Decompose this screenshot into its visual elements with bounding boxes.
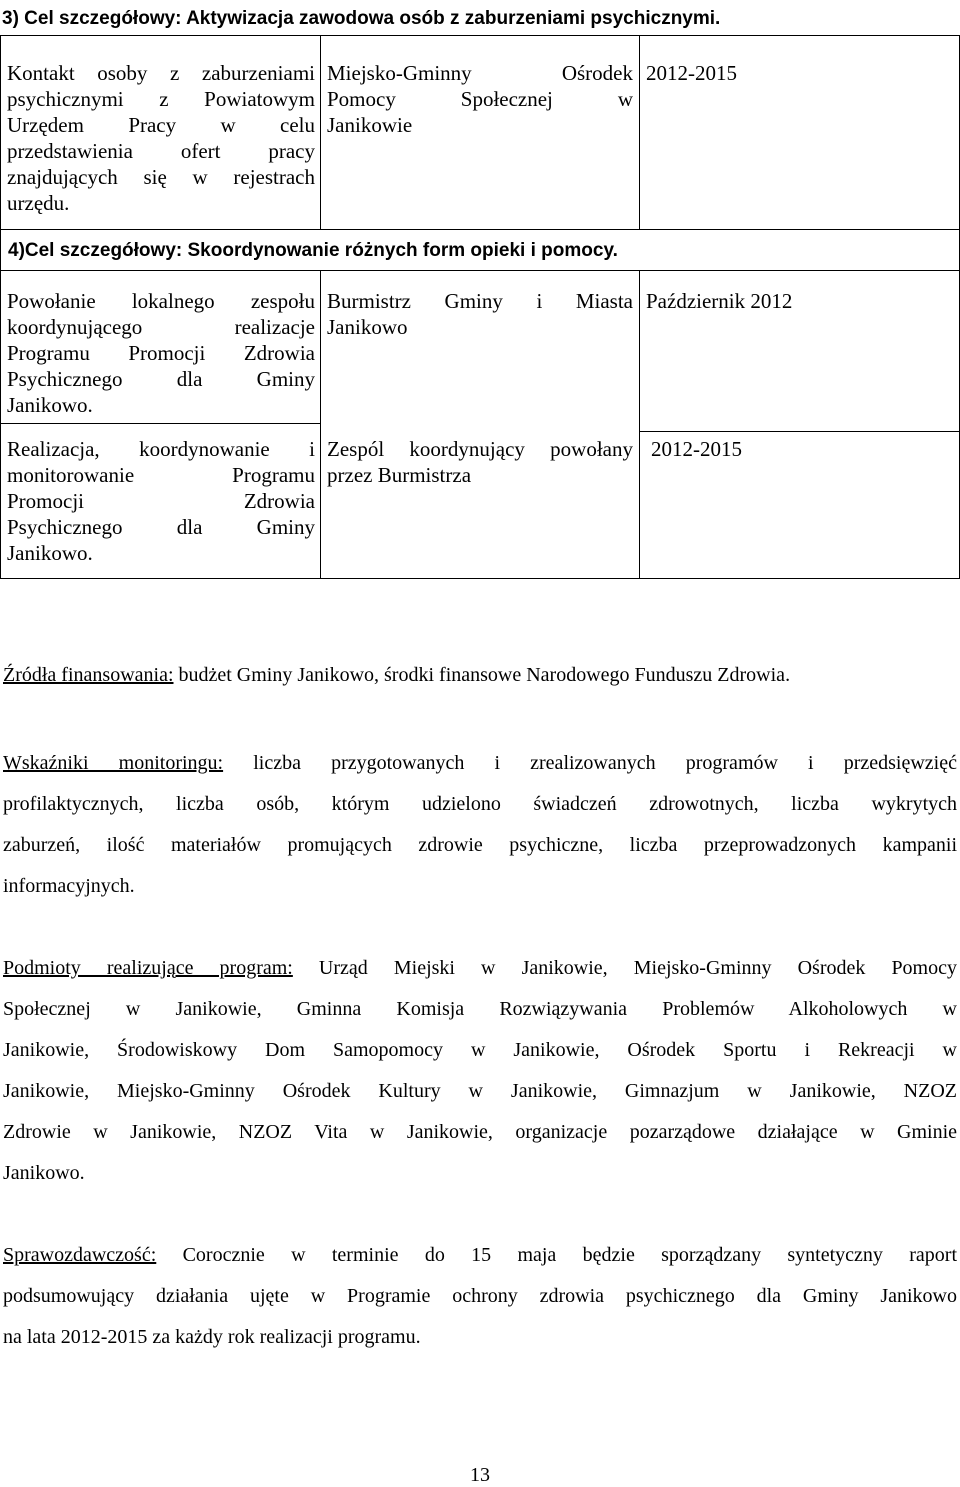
table-rule: [320, 35, 321, 229]
task-cell: [7, 436, 315, 566]
text-line: monitorowanie Programu: [7, 463, 315, 487]
text-line: na lata 2012-2015 za każdy rok realizacji programu.: [3, 1326, 421, 1348]
entities-label: Podmioty realizujące program:: [3, 957, 293, 979]
section-3-heading: 3) Cel szczegółowy: Aktywizacja zawodowa osób z zaburzeniami psychicznymi.: [2, 8, 721, 29]
table-rule: [0, 578, 960, 579]
table-rule: [639, 270, 640, 578]
funding-text: budżet Gminy Janikowo, środki finansowe Narodowego Funduszu Zdrowia.: [173, 664, 791, 686]
text-line: zaburzeń, ilość materiałów promujących zdrowie psychiczne, liczba przeprowadzonych kampanii: [3, 834, 957, 856]
table-rule: [320, 270, 321, 578]
task-cell: [7, 288, 315, 418]
responsible-cell: [327, 436, 633, 488]
table-rule: [0, 35, 960, 36]
funding-paragraph: [3, 662, 957, 688]
funding-label: Źródła finansowania:: [3, 664, 174, 686]
text-line: Zdrowie w Janikowie, NZOZ Vita w Janikowie, organizacje pozarządowe działające w Gminie: [3, 1121, 957, 1143]
text-line: podsumowujący działania ujęte w Programie ochrony zdrowia psychicznego dla Gminy Janikowo: [3, 1285, 957, 1307]
text-line: urzędu.: [7, 191, 70, 215]
text-line: Kontakt osoby z zaburzeniami: [7, 61, 315, 85]
text-line: Janikowo.: [7, 393, 93, 417]
table-rule: [0, 229, 960, 230]
reporting-paragraph: [3, 1235, 957, 1358]
text-line: Corocznie w terminie do 15 maja będzie sporządzany syntetyczny raport: [156, 1244, 957, 1266]
text-line: profilaktycznych, liczba osób, którym udzielono świadczeń zdrowotnych, liczba wykrytych: [3, 793, 957, 815]
term-value: 2012-2015: [651, 437, 742, 461]
text-line: Zespól koordynujący powołany: [327, 437, 633, 461]
text-line: psychicznymi z Powiatowym: [7, 87, 315, 111]
text-line: przez Burmistrza: [327, 463, 472, 487]
text-line: Janikowo: [327, 315, 408, 339]
text-line: Promocji Zdrowia: [7, 489, 315, 513]
text-line: Burmistrz Gminy i Miasta: [327, 289, 633, 313]
table-rule: [0, 35, 1, 578]
task-cell: [7, 60, 315, 216]
text-line: Urzędem Pracy w celu: [7, 113, 315, 137]
text-line: Pomocy Społecznej w: [327, 87, 633, 111]
text-line: Miejsko-Gminny Ośrodek: [327, 61, 633, 85]
text-line: znajdujących się w rejestrach: [7, 165, 315, 189]
responsible-cell: [327, 288, 633, 340]
term-cell: [651, 436, 946, 462]
indicators-label: Wskaźniki monitoringu:: [3, 752, 224, 774]
text-line: Urząd Miejski w Janikowie, Miejsko-Gminny Ośrodek Pomocy: [292, 957, 957, 979]
term-value: 2012-2015: [646, 61, 737, 85]
text-line: Społecznej w Janikowie, Gminna Komisja Rozwiązywania Problemów Alkoholowych w: [3, 998, 957, 1020]
term-cell: [646, 60, 946, 86]
term-value: Październik 2012: [646, 289, 793, 313]
entities-paragraph: [3, 948, 957, 1194]
page-number: 13: [470, 1464, 490, 1486]
text-line: informacyjnych.: [3, 875, 135, 897]
text-line: Realizacja, koordynowanie i: [7, 437, 315, 461]
text-line: Psychicznego dla Gminy: [7, 367, 315, 391]
text-line: liczba przygotowanych i zrealizowanych programów i przedsięwzięć: [223, 752, 957, 774]
table-rule: [0, 423, 320, 424]
text-line: Janikowie: [327, 113, 413, 137]
text-line: przedstawienia ofert pracy: [7, 139, 315, 163]
table-rule: [0, 270, 960, 271]
text-line: Programu Promocji Zdrowia: [7, 341, 315, 365]
text-line: koordynującego realizacje: [7, 315, 315, 339]
responsible-cell: [327, 60, 633, 138]
text-line: Janikowo.: [7, 541, 93, 565]
term-cell: [646, 288, 946, 314]
text-line: Janikowie, Miejsko-Gminny Ośrodek Kultury w Janikowie, Gimnazjum w Janikowie, NZOZ: [3, 1080, 957, 1102]
indicators-paragraph: [3, 743, 957, 907]
section-4-heading: 4)Cel szczegółowy: Skoordynowanie różnych form opieki i pomocy.: [8, 240, 618, 261]
reporting-label: Sprawozdawczość:: [3, 1244, 157, 1266]
text-line: Psychicznego dla Gminy: [7, 515, 315, 539]
table-rule: [639, 431, 960, 432]
text-line: Janikowie, Środowiskowy Dom Samopomocy w Janikowie, Ośrodek Sportu i Rekreacji w: [3, 1039, 957, 1061]
text-line: Powołanie lokalnego zespołu: [7, 289, 315, 313]
text-line: Janikowo.: [3, 1162, 85, 1184]
table-rule: [639, 35, 640, 229]
